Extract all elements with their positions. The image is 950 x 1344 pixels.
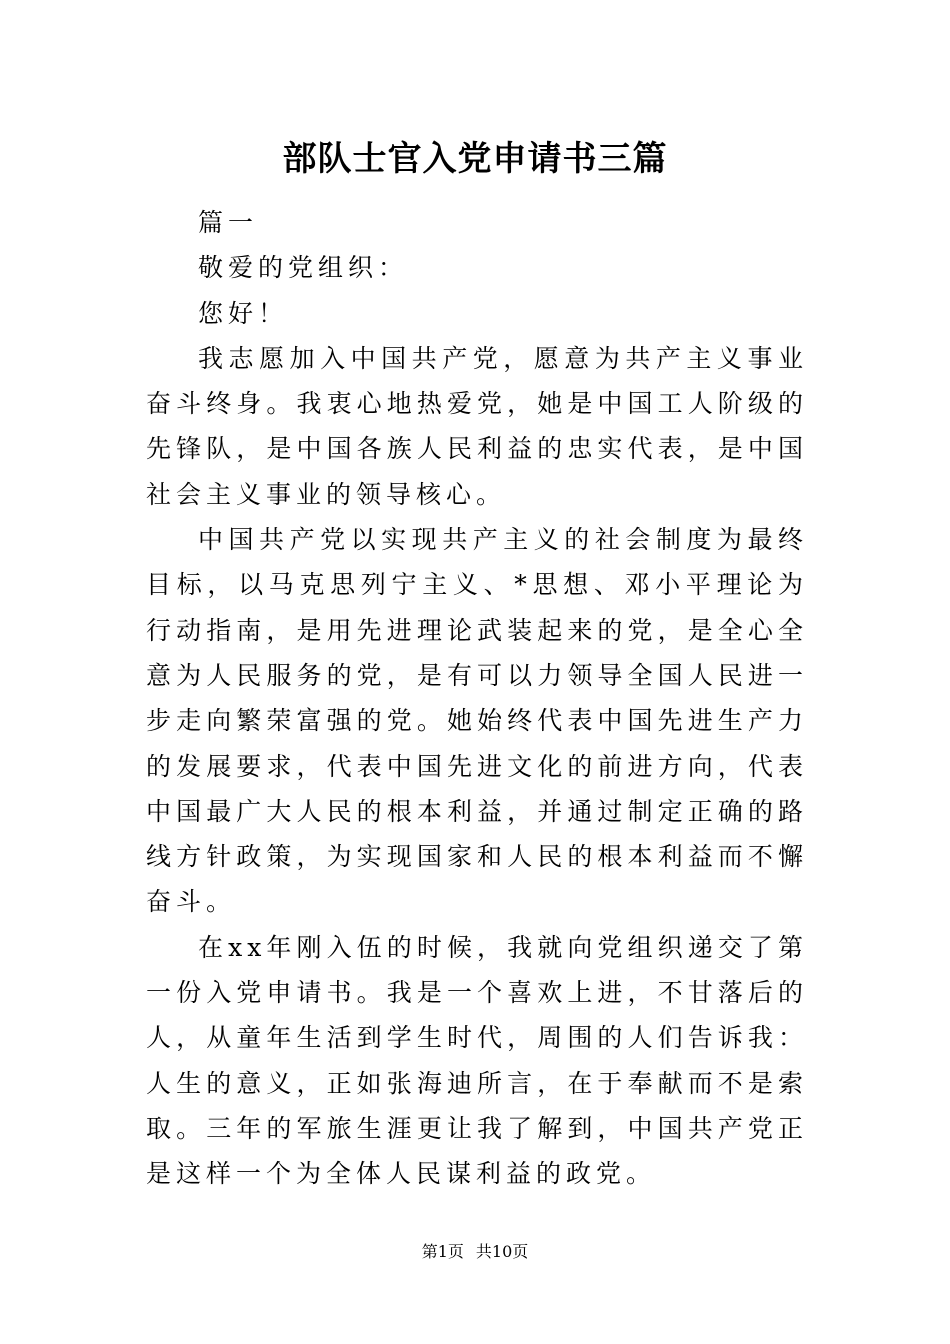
- greeting: 您好！: [198, 298, 289, 328]
- salutation: 敬爱的党组织：: [198, 253, 409, 283]
- page-number: 第1页: [421, 1242, 464, 1261]
- section-heading: 篇一: [198, 208, 259, 237]
- document-body: [146, 200, 808, 1197]
- page-footer: [0, 1240, 950, 1264]
- page-total: 共10页: [475, 1242, 529, 1261]
- body-paragraph-3: 在xx年刚入伍的时候，我就向党组织递交了第一份入党申请书。我是一个喜欢上进，不甘落后的人，从童年生活到学生时代，周围的人们告诉我：人生的意义，正如张海迪所言，在于奉献而不是索取。三年的军旅生涯更让我了解到，中国共产党正是这样一个为全体人民谋利益的政党。: [146, 932, 808, 1189]
- body-paragraph-1: 我志愿加入中国共产党，愿意为共产主义事业奋斗终身。我衷心地热爱党，她是中国工人阶级的先锋队，是中国各族人民利益的忠实代表，是中国社会主义事业的领导核心。: [146, 343, 808, 509]
- document-title: 部队士官入党申请书三篇: [282, 139, 668, 179]
- body-paragraph-2: 中国共产党以实现共产主义的社会制度为最终目标，以马克思列宁主义、*思想、邓小平理论为行动指南，是用先进理论武装起来的党，是全心全意为人民服务的党，是有可以力领导全国人民进一步走向繁荣富强的党。她始终代表中国先进生产力的发展要求，代表中国先进文化的前进方向，代表中国最广大人民的根本利益，并通过制定正确的路线方针政策，为实现国家和人民的根本利益而不懈奋斗。: [146, 525, 808, 917]
